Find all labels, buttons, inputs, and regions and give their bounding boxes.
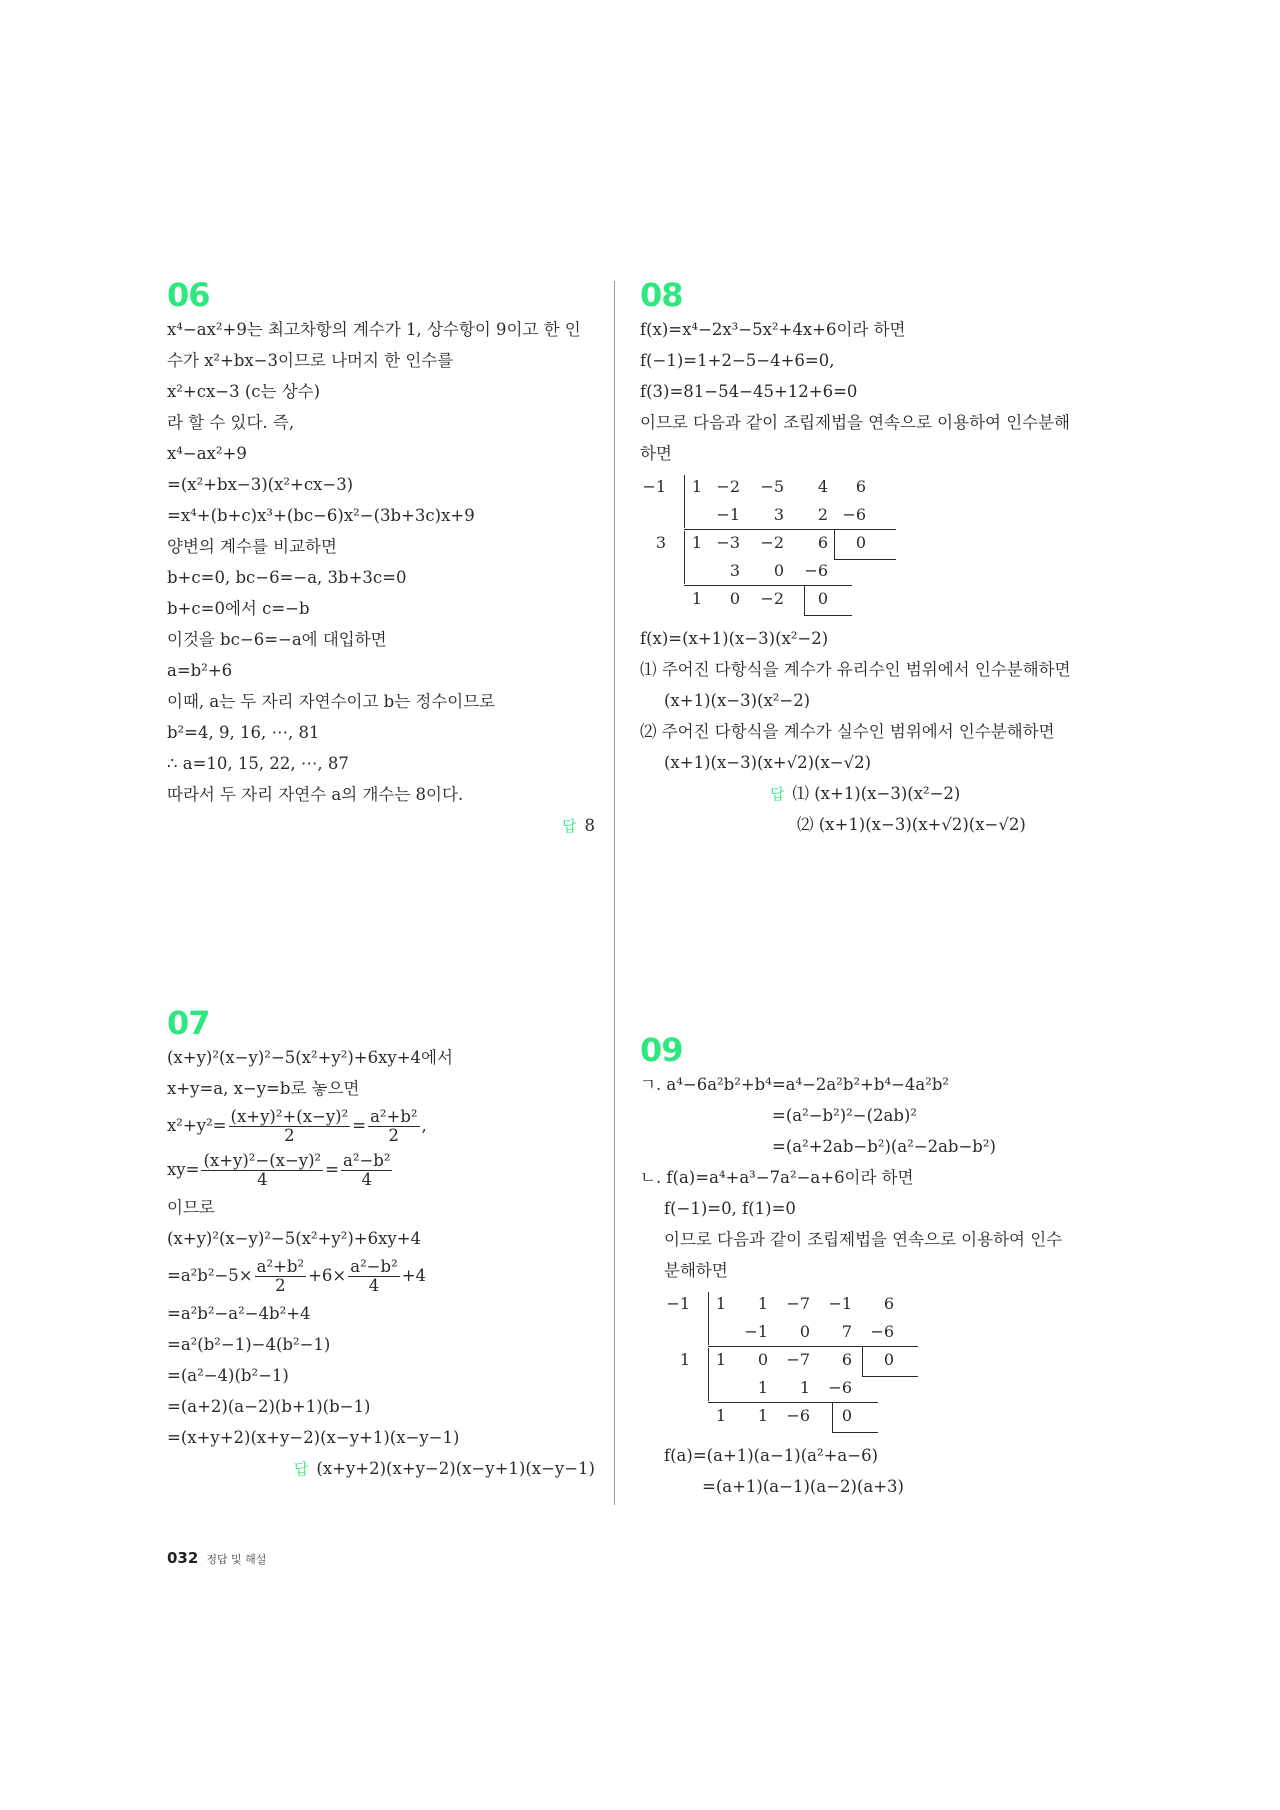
column-divider	[614, 281, 615, 1505]
fraction	[255, 1258, 306, 1295]
synth-cell: −1	[828, 1294, 852, 1313]
synth-root: 1	[679, 1350, 690, 1369]
solution-line: =(a+2)(a−2)(b+1)(b−1)	[167, 1397, 371, 1416]
solution-line: ⑴ 주어진 다항식을 계수가 유리수인 범위에서 인수분해하면	[640, 660, 1071, 679]
synth-row	[640, 473, 900, 501]
synth-cell: 6	[883, 1294, 894, 1313]
equation-tail: +4	[401, 1266, 427, 1285]
solution-line: x⁴−ax²+9는 최고차항의 계수가 1, 상수항이 9이고 한 인	[167, 320, 581, 339]
question-number: 07	[167, 1004, 210, 1042]
synth-cell: −1	[744, 1322, 768, 1341]
solution-line: 수가 x²+bx−3이므로 나머지 한 인수를	[167, 351, 454, 370]
synth-divider	[834, 529, 835, 559]
solution-line: =(a²−4)(b²−1)	[167, 1366, 289, 1385]
fraction	[201, 1152, 323, 1189]
answer-label: 답	[562, 817, 577, 835]
answer-value: (x+y+2)(x+y−2)(x−y+1)(x−y−1)	[316, 1459, 595, 1478]
synth-row	[664, 1346, 924, 1374]
synth-cell: 1	[715, 1350, 726, 1369]
solution-line: b²=4, 9, 16, ⋯, 81	[167, 723, 320, 742]
equation-lhs: xy=	[167, 1160, 200, 1179]
answer-line	[640, 778, 1080, 809]
solution-line: ∴ a=10, 15, 22, ⋯, 87	[167, 754, 349, 773]
synth-divider	[804, 615, 852, 616]
synth-cell: 0	[799, 1322, 810, 1341]
synth-divider	[684, 531, 685, 584]
solution-line: 이때, a는 두 자리 자연수이고 b는 정수이므로	[167, 692, 496, 711]
synth-cell: −2	[760, 589, 784, 608]
numerator: a²+b²	[370, 1107, 418, 1126]
question-number: 08	[640, 276, 683, 314]
equals-sign: =	[325, 1160, 339, 1179]
solution-line: 라 할 수 있다. 즉,	[167, 413, 295, 432]
synth-cell: 3	[729, 561, 740, 580]
question-06	[167, 278, 595, 841]
solution-line: =x⁴+(b+c)x³+(bc−6)x²−(3b+3c)x+9	[167, 506, 475, 525]
synth-divider	[708, 1348, 709, 1401]
synth-divider	[832, 1432, 878, 1433]
solution-line: x²+cx−3 (c는 상수)	[167, 382, 321, 401]
synth-cell: 1	[715, 1294, 726, 1313]
page-footer	[167, 1548, 266, 1567]
synth-cell: −6	[870, 1322, 894, 1341]
solution-line: 이므로 다음과 같이 조립제법을 연속으로 이용하여 인수분해	[640, 413, 1070, 432]
answer-line	[167, 810, 595, 841]
denominator: 2	[275, 1276, 286, 1295]
solution-line: =a²(b²−1)−4(b²−1)	[167, 1335, 331, 1354]
synth-cell: 6	[841, 1350, 852, 1369]
solution-line: f(x)=x⁴−2x³−5x²+4x+6이라 하면	[640, 320, 906, 339]
solution-line: 이므로	[167, 1198, 215, 1217]
synth-cell: 7	[841, 1322, 852, 1341]
fraction	[368, 1108, 419, 1145]
synth-divider	[684, 529, 896, 530]
synth-row	[640, 501, 900, 529]
fraction-equation	[167, 1148, 595, 1192]
synth-cell: −6	[804, 561, 828, 580]
comma: ,	[421, 1116, 427, 1135]
synth-row	[640, 557, 900, 585]
synth-remainder: 0	[841, 1406, 852, 1425]
solution-line: a=b²+6	[167, 661, 233, 680]
synth-cell: −6	[786, 1406, 810, 1425]
solution-line: 분해하면	[664, 1261, 728, 1280]
synth-root: 3	[655, 533, 666, 552]
question-number: 06	[167, 276, 210, 314]
question-09	[640, 1033, 1080, 1502]
answer-label: 답	[293, 1460, 309, 1478]
synth-row	[664, 1374, 924, 1402]
answer-value: 8	[584, 816, 595, 835]
solution-line: ㄴ. f(a)=a⁴+a³−7a²−a+6이라 하면	[640, 1168, 914, 1187]
synth-remainder: 0	[817, 589, 828, 608]
question-07	[167, 1006, 595, 1484]
equation-lhs: =a²b²−5×	[167, 1266, 253, 1285]
synth-cell: 1	[757, 1378, 768, 1397]
solution-line: 따라서 두 자리 자연수 a의 개수는 8이다.	[167, 785, 464, 804]
answer-line	[167, 1453, 595, 1484]
equals-sign: =	[352, 1116, 367, 1135]
solution-line: b+c=0에서 c=−b	[167, 599, 310, 618]
synth-cell: 2	[817, 505, 828, 524]
solution-line: =(a²−b²)²−(2ab)²	[772, 1106, 917, 1125]
synth-cell: 1	[691, 477, 702, 496]
numerator: (x+y)²+(x−y)²	[230, 1107, 349, 1126]
solution-line: (x+1)(x−3)(x+√2)(x−√2)	[664, 753, 872, 772]
synth-divider	[862, 1346, 863, 1376]
solution-line: (x+y)²(x−y)²−5(x²+y²)+6xy+4에서	[167, 1048, 453, 1067]
page-number: 032	[167, 1549, 199, 1567]
synth-divider	[708, 1292, 709, 1345]
fraction	[341, 1152, 392, 1189]
synth-cell: 6	[817, 533, 828, 552]
question-number: 09	[640, 1031, 683, 1069]
synth-row	[664, 1290, 924, 1318]
synth-cell: −1	[716, 505, 740, 524]
synth-cell: 0	[729, 589, 740, 608]
synth-cell: 1	[691, 533, 702, 552]
synth-cell: 1	[691, 589, 702, 608]
synth-cell: −6	[842, 505, 866, 524]
solution-line: 하면	[640, 444, 672, 463]
numerator: a²+b²	[256, 1257, 305, 1276]
answer-value: ⑴ (x+1)(x−3)(x²−2)	[792, 784, 961, 803]
numerator: (x+y)²−(x−y)²	[203, 1151, 322, 1170]
solution-line: =(x+y+2)(x+y−2)(x−y+1)(x−y−1)	[167, 1428, 460, 1447]
denominator: 4	[368, 1276, 380, 1295]
synth-row	[640, 585, 900, 613]
solution-line: x⁴−ax²+9	[167, 444, 247, 463]
synth-cell: 1	[715, 1406, 726, 1425]
solution-line: 이므로 다음과 같이 조립제법을 연속으로 이용하여 인수	[664, 1230, 1063, 1249]
solution-line: (x+y)²(x−y)²−5(x²+y²)+6xy+4	[167, 1229, 422, 1248]
synth-root: −1	[642, 477, 666, 496]
synth-cell: −7	[786, 1294, 810, 1313]
synth-divider	[708, 1402, 878, 1403]
solution-line: ⑵ 주어진 다항식을 계수가 실수인 범위에서 인수분해하면	[640, 722, 1055, 741]
question-08	[640, 278, 1080, 840]
synth-remainder: 0	[855, 533, 866, 552]
numerator: a²−b²	[350, 1257, 398, 1276]
synth-cell: 0	[757, 1350, 768, 1369]
solution-line: 이것을 bc−6=−a에 대입하면	[167, 630, 387, 649]
synth-divider	[684, 475, 685, 528]
answer-label: 답	[770, 785, 785, 803]
synth-cell: 3	[773, 505, 784, 524]
synth-root: −1	[666, 1294, 690, 1313]
equation-lhs: x²+y²=	[167, 1116, 227, 1135]
denominator: 2	[388, 1126, 400, 1145]
solution-line: f(−1)=0, f(1)=0	[664, 1199, 796, 1218]
synth-cell: 1	[799, 1378, 810, 1397]
synth-row	[664, 1318, 924, 1346]
synth-remainder: 0	[883, 1350, 894, 1369]
synth-cell: −6	[828, 1378, 852, 1397]
fraction-equation	[167, 1104, 595, 1148]
denominator: 4	[361, 1170, 372, 1189]
fraction	[229, 1108, 351, 1145]
synth-cell: −7	[786, 1350, 810, 1369]
synth-cell: 4	[817, 477, 828, 496]
synth-cell: 0	[773, 561, 784, 580]
solution-line: (x+1)(x−3)(x²−2)	[664, 691, 811, 710]
synth-divider	[708, 1346, 918, 1347]
synth-divider	[832, 1402, 833, 1432]
synth-divider	[834, 559, 896, 560]
fraction	[348, 1258, 399, 1295]
synth-cell: −5	[760, 477, 784, 496]
answer-line	[640, 809, 1080, 840]
section-title: 정답 및 해설	[206, 1553, 267, 1566]
synth-cell: −2	[760, 533, 784, 552]
synth-row	[640, 529, 900, 557]
operator: +6×	[308, 1266, 347, 1285]
synth-cell: −3	[716, 533, 740, 552]
synth-cell: 6	[855, 477, 866, 496]
solution-line: =(a+1)(a−1)(a−2)(a+3)	[702, 1477, 904, 1496]
solution-line: =(x²+bx−3)(x²+cx−3)	[167, 475, 354, 494]
solution-line: f(a)=(a+1)(a−1)(a²+a−6)	[664, 1446, 879, 1465]
synthetic-division-table	[664, 1290, 924, 1430]
solution-line: =(a²+2ab−b²)(a²−2ab−b²)	[772, 1137, 996, 1156]
denominator: 2	[284, 1126, 295, 1145]
synthetic-division-table	[640, 473, 900, 613]
solution-line: f(−1)=1+2−5−4+6=0,	[640, 351, 835, 370]
synth-cell: 1	[757, 1406, 768, 1425]
synth-divider	[804, 585, 805, 615]
solution-line: 양변의 계수를 비교하면	[167, 537, 337, 556]
solution-line: f(3)=81−54−45+12+6=0	[640, 382, 858, 401]
synth-cell: −2	[716, 477, 740, 496]
synth-cell: 1	[757, 1294, 768, 1313]
numerator: a²−b²	[343, 1151, 391, 1170]
solution-line: f(x)=(x+1)(x−3)(x²−2)	[640, 629, 829, 648]
denominator: 4	[257, 1170, 268, 1189]
answer-value: ⑵ (x+1)(x−3)(x+√2)(x−√2)	[797, 815, 1026, 834]
solution-line: =a²b²−a²−4b²+4	[167, 1304, 311, 1323]
solution-line: x+y=a, x−y=b로 놓으면	[167, 1079, 360, 1098]
synth-divider	[684, 585, 852, 586]
solution-line: b+c=0, bc−6=−a, 3b+3c=0	[167, 568, 407, 587]
solution-line: ㄱ. a⁴−6a²b²+b⁴=a⁴−2a²b²+b⁴−4a²b²	[640, 1075, 950, 1094]
fraction-equation	[167, 1254, 595, 1298]
synth-divider	[862, 1376, 918, 1377]
synth-row	[664, 1402, 924, 1430]
